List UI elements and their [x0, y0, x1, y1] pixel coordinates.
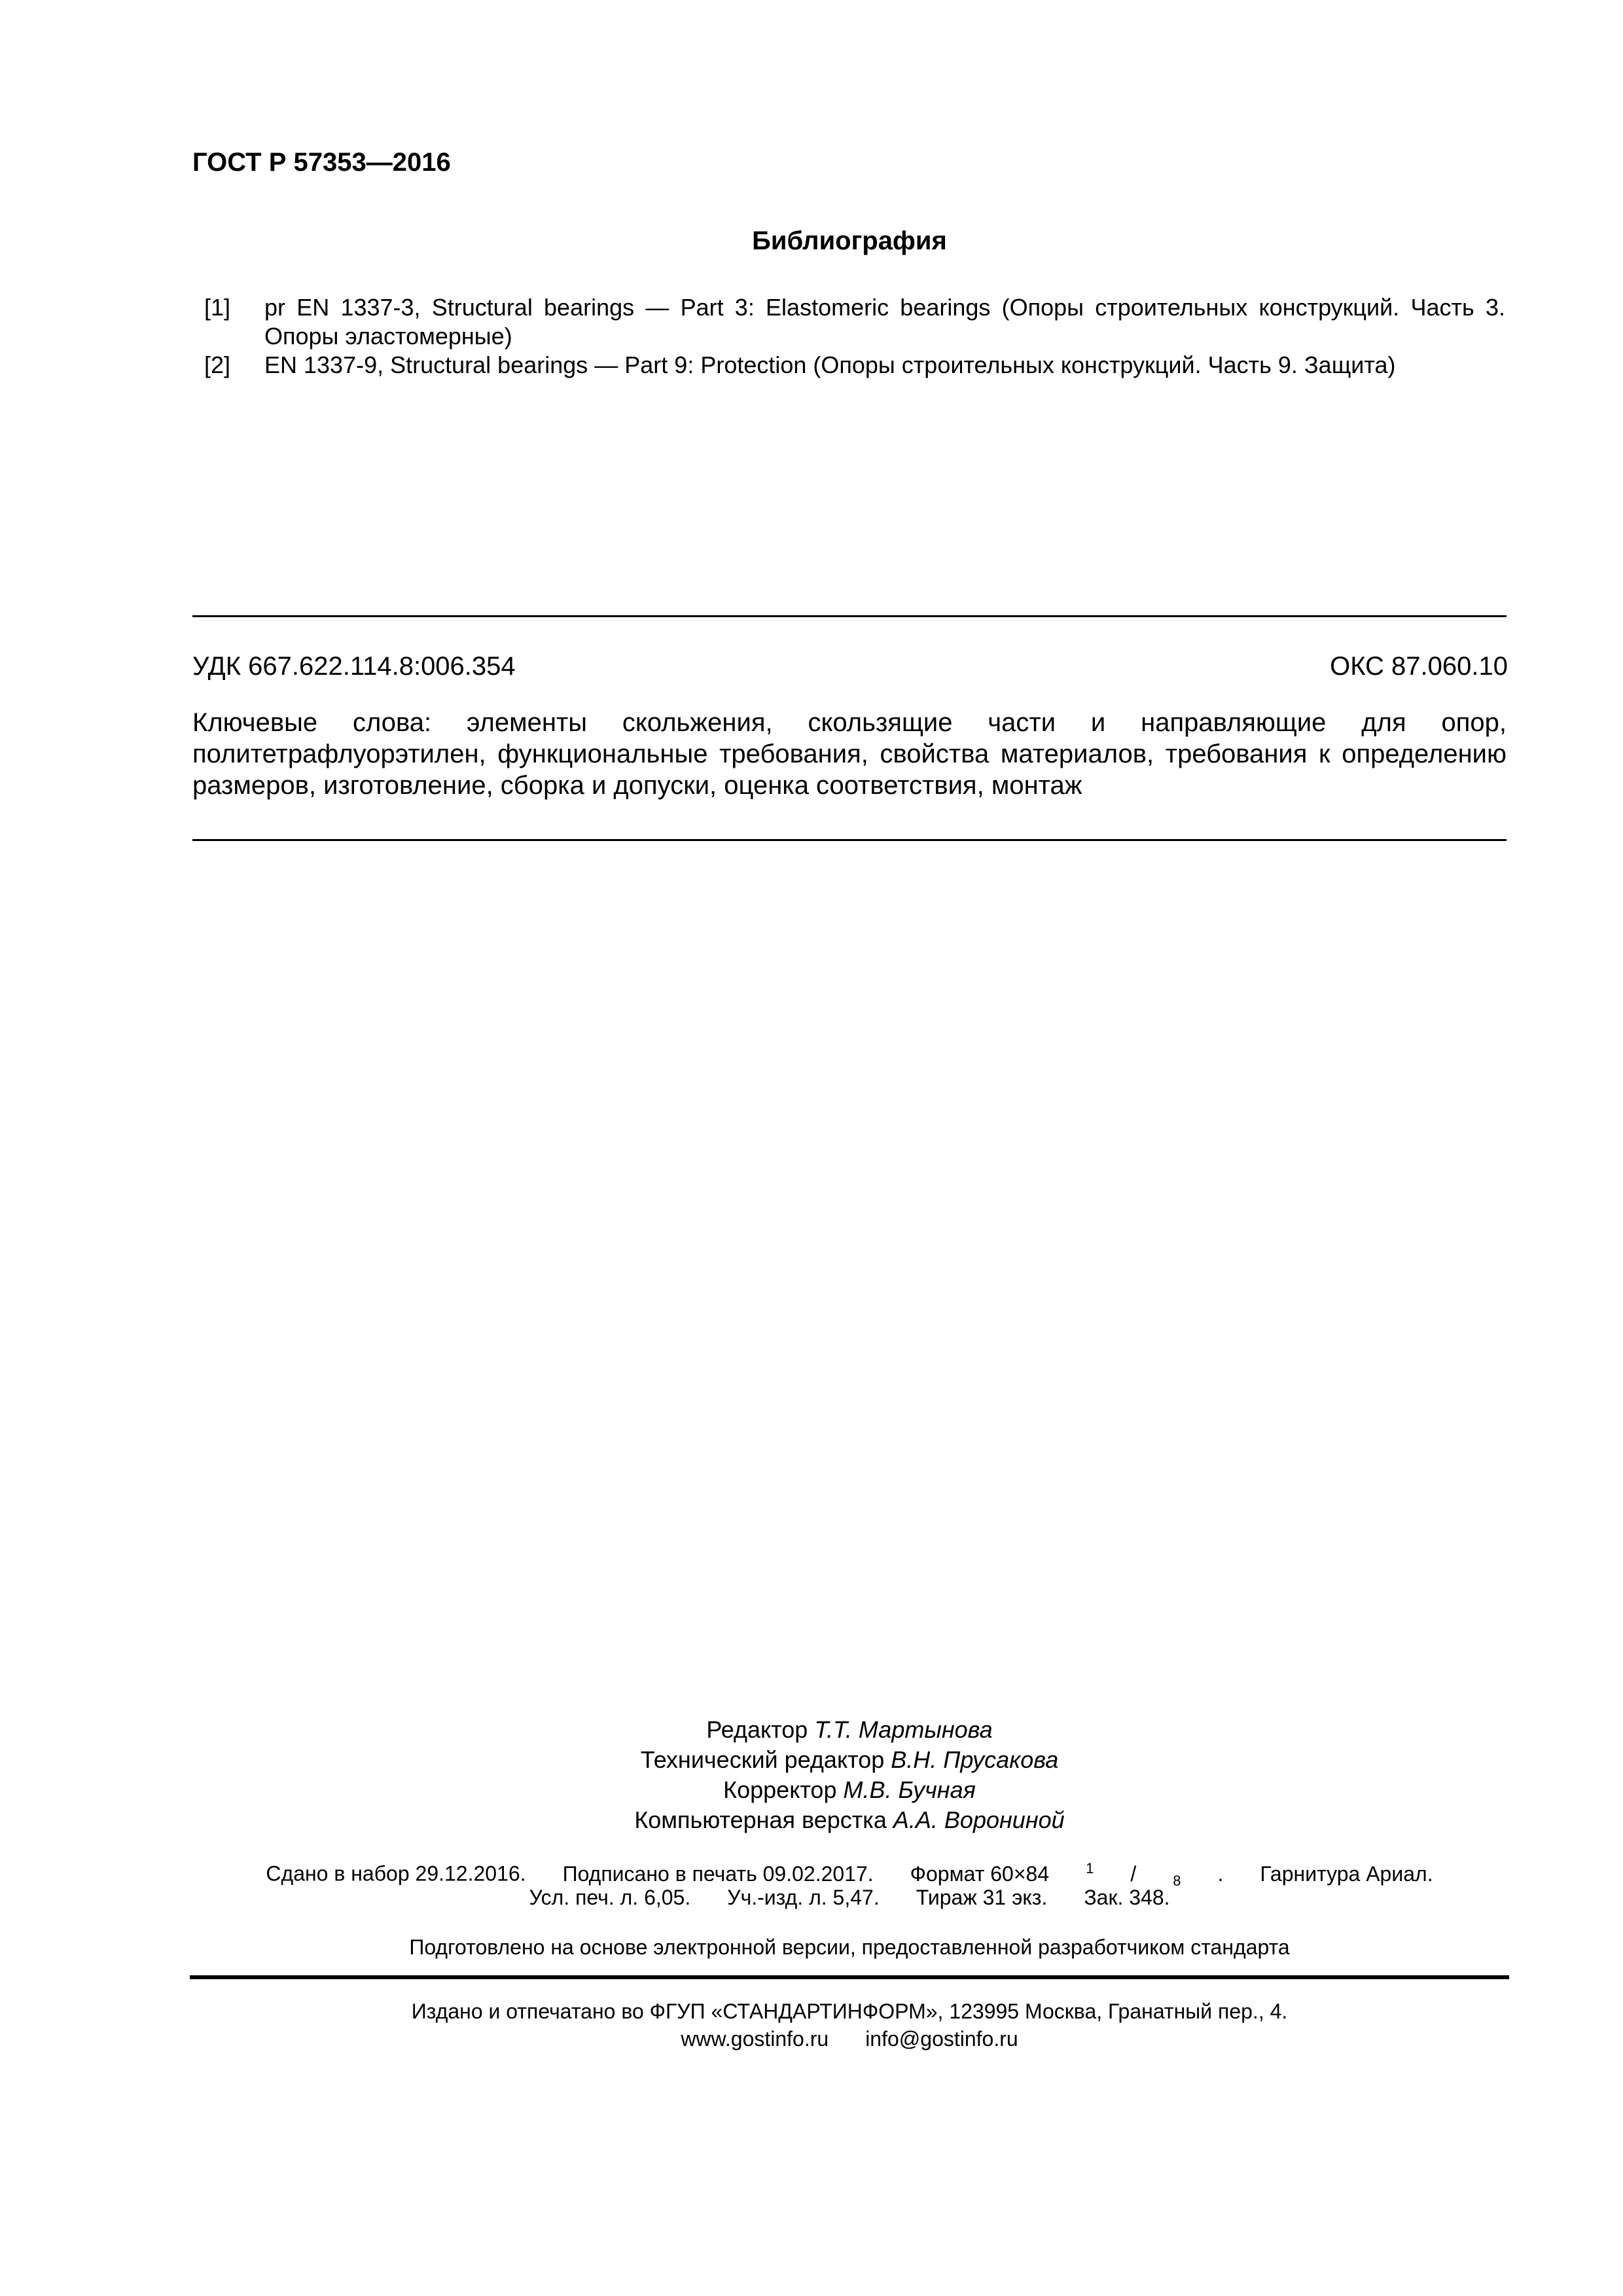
prepared-note: Подготовлено на основе электронной версии, предоставленной разработчиком стандарта: [409, 1935, 1290, 1959]
divider-top: [192, 615, 1507, 617]
credit-role: Технический редактор: [640, 1746, 885, 1773]
credits-block: [0, 1715, 1623, 1835]
bibliography-item-number: [2]: [204, 351, 231, 378]
publisher-line: Издано и отпечатано во ФГУП «СТАНДАРТИНФОРМ», 123995 Москва, Гранатный пер., 4.: [411, 2000, 1288, 2023]
typeface: Гарнитура Ариал.: [1260, 1861, 1433, 1886]
credit-role: Корректор: [723, 1776, 837, 1803]
oks-code: ОКС 87.060.10: [1330, 652, 1508, 681]
submitted-date: Сдано в набор 29.12.2016.: [266, 1861, 526, 1886]
bibliography-item: [192, 351, 1505, 380]
credit-line: [0, 1715, 1623, 1745]
credit-role: Редактор: [706, 1716, 808, 1743]
bibliography-item: [192, 293, 1505, 351]
credit-name: А.А. Ворониной: [893, 1806, 1065, 1833]
credit-line: [0, 1805, 1623, 1835]
bibliography-item-text: EN 1337-9, Structural bearings — Part 9: Protection (Опоры строительных конструкций. Часть 9. Защита): [264, 351, 1396, 378]
signed-date: Подписано в печать 09.02.2017.: [562, 1861, 874, 1886]
paper-format: Формат 60×84 $^1$ / $_8$ .: [910, 1860, 1224, 1890]
credit-name: М.В. Бучная: [843, 1776, 976, 1803]
print-sheets: Усл. печ. л. 6,05.: [529, 1886, 691, 1909]
divider-bottom: [192, 839, 1507, 841]
circulation: Тираж 31 экз.: [916, 1886, 1048, 1909]
bibliography-list: [192, 293, 1505, 380]
order-number: Зак. 348.: [1084, 1886, 1170, 1909]
bibliography-title: Библиография: [752, 226, 947, 255]
print-info-line-2: [0, 1884, 1623, 1911]
document-code: ГОСТ Р 57353—2016: [192, 148, 451, 177]
udk-code: УДК 667.622.114.8:006.354: [192, 652, 516, 681]
email-link[interactable]: info@gostinfo.ru: [865, 2027, 1018, 2051]
publishing-sheets: Уч.-изд. л. 5,47.: [727, 1886, 880, 1909]
bibliography-item-number: [1]: [204, 294, 231, 321]
credit-line: [0, 1775, 1623, 1805]
publisher-contacts: [0, 2025, 1623, 2053]
credit-name: Т.Т. Мартынова: [814, 1716, 993, 1743]
imprint-divider: [190, 1975, 1509, 1979]
website-link[interactable]: www.gostinfo.ru: [681, 2027, 829, 2051]
keywords-paragraph: Ключевые слова: элементы скольжения, скользящие части и направляющие для опор, политетрафлуорэтилен, функциональные требования, свойства материалов, требования к определению размеров, изготовление, сборка и допуски, оценка соответствия, монтаж: [192, 708, 1507, 800]
bibliography-item-text: pr EN 1337-3, Structural bearings — Part 3: Elastomeric bearings (Опоры строительных конструкций. Часть 3. Опоры эластомерные): [264, 294, 1505, 350]
credit-line: [0, 1745, 1623, 1775]
credit-role: Компьютерная верстка: [634, 1806, 887, 1833]
credit-name: В.Н. Прусакова: [891, 1746, 1059, 1773]
